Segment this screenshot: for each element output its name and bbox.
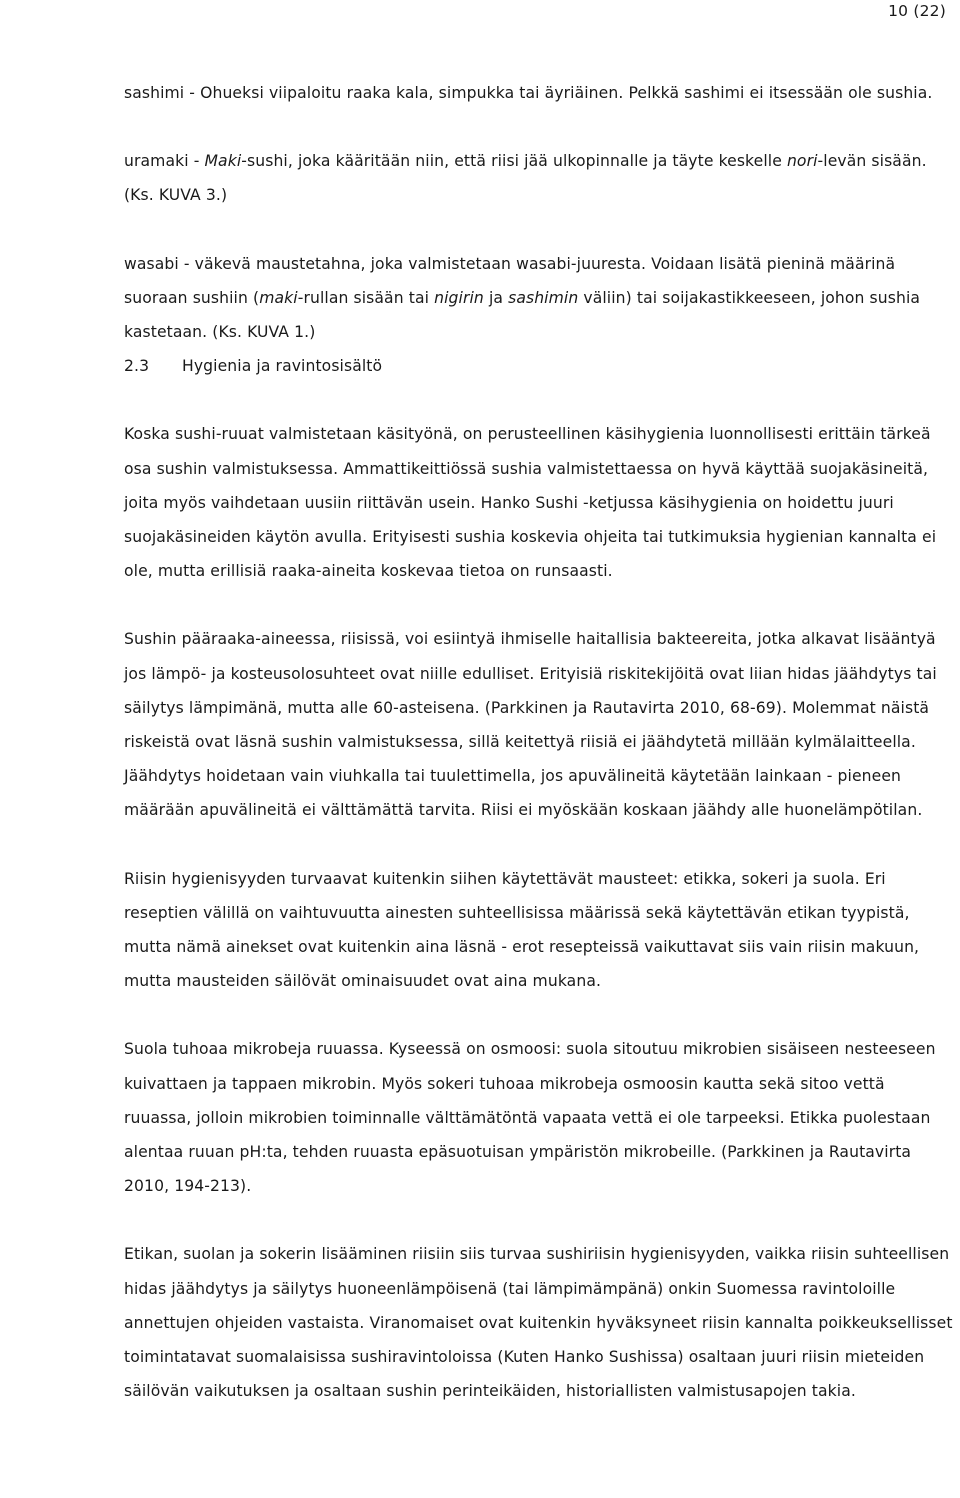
section-title: Hygienia ja ravintosisältö	[182, 357, 383, 376]
uramaki-italic-maki: Maki	[204, 152, 242, 171]
entry-sashimi: sashimi - Ohueksi viipaloitu raaka kala, simpukka tai äyriäinen. Pelkkä sashimi ei itsessään ole sushia.	[124, 84, 933, 102]
paragraph-5: Etikan, suolan ja sokerin lisääminen riisiin siis turvaa sushiriisin hygienisyyden, vaikka riisin suhteellisen hidas jäähdytys ja säilytys huoneenlämpöisenä (tai lämpimämpänä) onkin Suomessa ravintoloille annettujen ohjeiden vastaista. Viranomaiset ovat kuitenkin hyväksyneet riisin kannalta poikkeuksellisset toimintatavat suomalaisissa sushiravintoloissa (Kuten Hanko Sushissa) osaltaan juuri riisin mieteiden säilövän vaikutuksen ja osaltaan sushin perinteikäiden, historiallisten valmistusapojen takia.	[124, 1245, 953, 1401]
paragraph-2: Sushin pääraaka-aineessa, riisissä, voi esiintyä ihmiselle haitallisia bakteereita, jotka alkavat lisääntyä jos lämpö- ja kosteusolosuhteet ovat niille edulliset. Erityisiä riskitekijöitä ovat liian hidas jäähdytys tai säilytys lämpimänä, mutta alle 60-asteisena. (Parkkinen ja Rautavirta 2010, 68-69). Molemmat näistä riskeistä ovat läsnä sushin valmistuksessa, sillä keitettyä riisiä ei jäähdytetä millään kylmälaitteella. Jäähdytys hoidetaan vain viuhkalla tai tuulettimella, jos apuvälineitä käytetään lainkaan - pieneen määrään apuvälineitä ei välttämättä tarvita. Riisi ei myöskään koskaan jäähdy alle huonelämpötilan.	[124, 630, 937, 820]
paragraph-4: Suola tuhoaa mikrobeja ruuassa. Kyseessä on osmoosi: suola sitoutuu mikrobien sisäiseen nesteeseen kuivattaen ja tappaen mikrobin. Myös sokeri tuhoaa mikrobeja osmoosin kautta sekä sitoo vettä ruuassa, jolloin mikrobien toiminnalle välttämätöntä vapaata vettä ei ole tarpeeksi. Etikka puolestaan alentaa ruuan pH:ta, tehden ruuasta epäsuotuisan ympäristön mikrobeille. (Parkkinen ja Rautavirta 2010, 194-213).	[124, 1040, 936, 1196]
wasabi-text-1: wasabi - väkevä maustetahna, joka valmistetaan wasabi-juuresta. Voidaan lisätä pieninä määrinä suoraan sushiin (	[124, 254, 896, 307]
wasabi-italic-nigirin: nigirin	[434, 288, 484, 307]
wasabi-text-2: -rullan sisään tai	[297, 288, 435, 307]
uramaki-text-3: -levän sisään. (Ks. KUVA 3.)	[124, 152, 927, 205]
paragraph-1: Koska sushi-ruuat valmistetaan käsityönä, on perusteellinen käsihygienia luonnollisesti erittäin tärkeä osa sushin valmistuksessa. Ammattikeittiössä sushia valmistettaessa on hyvä käyttää suojakäsineitä, joita myös vaihdetaan uusiin riittävän usein. Hanko Sushi -ketjussa käsihygienia on hoidettu juuri suojakäsineiden käytön avulla. Erityisesti sushia koskevia ohjeita tai tutkimuksia hygienian kannalta ei ole, mutta erillisiä raaka-aineita koskevaa tietoa on runsaasti.	[124, 425, 937, 581]
wasabi-italic-maki: maki	[259, 288, 298, 307]
document-body	[124, 76, 956, 1409]
wasabi-italic-sashimin: sashimin	[508, 288, 579, 307]
paragraph-3: Riisin hygienisyyden turvaavat kuitenkin siihen käytettävät mausteet: etikka, sokeri ja suola. Eri reseptien välillä on vaihtuvuutta ainesten suhteellisissa määrissä sekä käytettävän etikan tyypistä, mutta nämä ainekset ovat kuitenkin aina läsnä - erot resepteissä vaikuttavat siis vain riisin makuun, mutta mausteiden säilövät ominaisuudet ovat aina mukana.	[124, 869, 920, 991]
section-number: 2.3	[124, 357, 150, 376]
uramaki-text-2: -sushi, joka kääritään niin, että riisi jää ulkopinnalle ja täyte keskelle	[241, 152, 787, 171]
uramaki-text-1: uramaki -	[124, 152, 205, 171]
wasabi-text-4: väliin) tai soijakastikkeeseen, johon sushia kastetaan. (Ks. KUVA 1.)	[124, 288, 921, 342]
entry-wasabi	[124, 247, 956, 350]
entry-uramaki	[124, 144, 956, 212]
section-heading	[0, 349, 956, 383]
page-number: 10 (22)	[888, 2, 946, 20]
wasabi-text-3: ja	[483, 288, 509, 307]
uramaki-italic-nori: nori	[786, 152, 818, 171]
